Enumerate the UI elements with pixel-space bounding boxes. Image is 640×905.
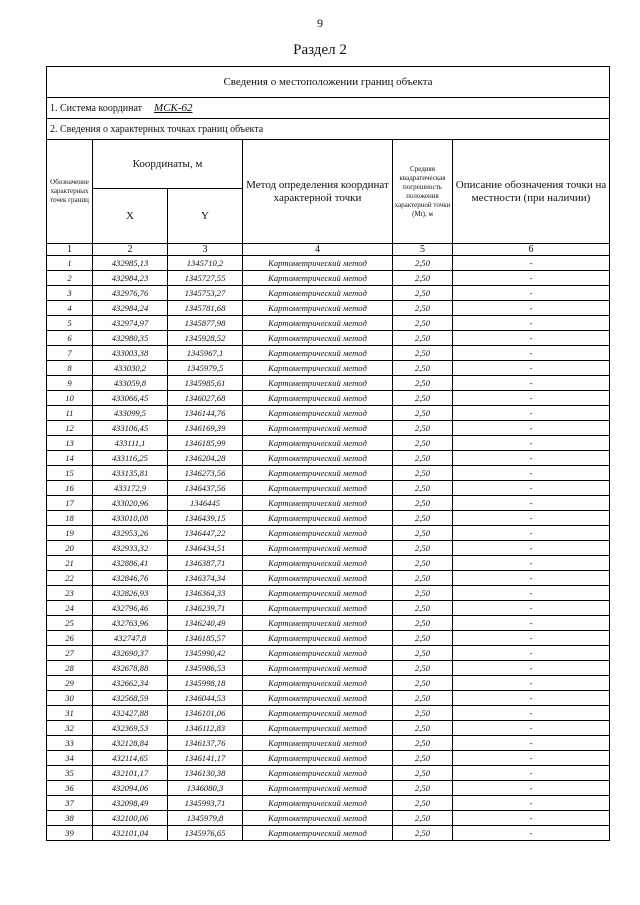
accuracy-cell: 2,50	[393, 376, 453, 391]
column-number: 2	[93, 244, 168, 256]
accuracy-cell: 2,50	[393, 796, 453, 811]
coord-x-cell: 433106,45	[93, 421, 168, 436]
point-id-cell: 1	[47, 256, 93, 271]
method-cell: Картометрический метод	[243, 781, 393, 796]
accuracy-cell: 2,50	[393, 286, 453, 301]
point-id-cell: 31	[47, 706, 93, 721]
method-cell: Картометрический метод	[243, 676, 393, 691]
accuracy-cell: 2,50	[393, 586, 453, 601]
coordinate-system-value: МСК-62	[154, 102, 193, 114]
point-id-cell: 3	[47, 286, 93, 301]
point-id-cell: 2	[47, 271, 93, 286]
method-cell: Картометрический метод	[243, 481, 393, 496]
coord-y-cell: 1346185,57	[168, 631, 243, 646]
coord-y-cell: 1346169,39	[168, 421, 243, 436]
coord-x-cell: 433059,8	[93, 376, 168, 391]
description-cell: -	[453, 466, 610, 481]
method-cell: Картометрический метод	[243, 526, 393, 541]
coord-y-cell: 1346185,99	[168, 436, 243, 451]
coord-y-cell: 1345986,53	[168, 661, 243, 676]
coord-x-cell: 432846,76	[93, 571, 168, 586]
coord-y-cell: 1346027,68	[168, 391, 243, 406]
coord-x-cell: 432933,32	[93, 541, 168, 556]
point-id-cell: 15	[47, 466, 93, 481]
coord-x-cell: 432984,24	[93, 301, 168, 316]
method-cell: Картометрический метод	[243, 751, 393, 766]
description-cell: -	[453, 646, 610, 661]
method-cell: Картометрический метод	[243, 376, 393, 391]
point-id-cell: 21	[47, 556, 93, 571]
table-title: Сведения о местоположении границ объекта	[47, 67, 610, 98]
coord-y-cell: 1346204,28	[168, 451, 243, 466]
column-number: 3	[168, 244, 243, 256]
point-id-cell: 20	[47, 541, 93, 556]
table-row	[47, 676, 610, 691]
method-cell: Картометрический метод	[243, 331, 393, 346]
point-id-cell: 5	[47, 316, 93, 331]
coord-y-cell: 1345990,42	[168, 646, 243, 661]
table-row	[47, 766, 610, 781]
coord-y-cell: 1346445	[168, 496, 243, 511]
table-row	[47, 556, 610, 571]
accuracy-cell: 2,50	[393, 316, 453, 331]
characteristic-points-label: 2. Сведения о характерных точках границ объекта	[47, 119, 610, 140]
table-row	[47, 406, 610, 421]
point-id-cell: 26	[47, 631, 93, 646]
description-cell: -	[453, 451, 610, 466]
table-row	[47, 376, 610, 391]
table-row	[47, 391, 610, 406]
coord-x-cell: 433003,38	[93, 346, 168, 361]
page-number: 9	[317, 16, 323, 30]
method-cell: Картометрический метод	[243, 316, 393, 331]
coord-x-cell: 433111,1	[93, 436, 168, 451]
method-cell: Картометрический метод	[243, 301, 393, 316]
method-cell: Картометрический метод	[243, 451, 393, 466]
description-cell: -	[453, 331, 610, 346]
coord-x-cell: 433172,9	[93, 481, 168, 496]
accuracy-cell: 2,50	[393, 271, 453, 286]
coord-y-cell: 1346434,51	[168, 541, 243, 556]
description-cell: -	[453, 391, 610, 406]
description-cell: -	[453, 361, 610, 376]
method-cell: Картометрический метод	[243, 391, 393, 406]
description-cell: -	[453, 826, 610, 841]
description-cell: -	[453, 541, 610, 556]
coord-y-cell: 1345877,98	[168, 316, 243, 331]
method-cell: Картометрический метод	[243, 361, 393, 376]
description-cell: -	[453, 571, 610, 586]
table-row	[47, 346, 610, 361]
description-cell: -	[453, 796, 610, 811]
description-cell: -	[453, 436, 610, 451]
table-row	[47, 466, 610, 481]
point-id-cell: 37	[47, 796, 93, 811]
accuracy-cell: 2,50	[393, 571, 453, 586]
accuracy-cell: 2,50	[393, 421, 453, 436]
accuracy-cell: 2,50	[393, 511, 453, 526]
point-id-cell: 14	[47, 451, 93, 466]
coord-y-cell: 1346240,49	[168, 616, 243, 631]
accuracy-cell: 2,50	[393, 301, 453, 316]
coord-y-cell: 1346437,56	[168, 481, 243, 496]
description-cell: -	[453, 286, 610, 301]
point-id-cell: 13	[47, 436, 93, 451]
table-row	[47, 601, 610, 616]
method-cell: Картометрический метод	[243, 661, 393, 676]
table-row	[47, 616, 610, 631]
method-cell: Картометрический метод	[243, 691, 393, 706]
coord-y-cell: 1345976,65	[168, 826, 243, 841]
description-cell: -	[453, 811, 610, 826]
coord-x-cell: 432886,41	[93, 556, 168, 571]
coord-y-cell: 1346447,22	[168, 526, 243, 541]
accuracy-cell: 2,50	[393, 526, 453, 541]
table-row	[47, 316, 610, 331]
coord-y-cell: 1346080,3	[168, 781, 243, 796]
column-number: 5	[393, 244, 453, 256]
point-id-cell: 25	[47, 616, 93, 631]
header-designation: Обозначение характерных точек границ	[47, 140, 93, 244]
coord-x-cell: 432100,06	[93, 811, 168, 826]
description-cell: -	[453, 316, 610, 331]
coord-y-cell: 1345998,18	[168, 676, 243, 691]
coord-y-cell: 1346273,56	[168, 466, 243, 481]
method-cell: Картометрический метод	[243, 586, 393, 601]
coord-x-cell: 433066,45	[93, 391, 168, 406]
coord-y-cell: 1345985,61	[168, 376, 243, 391]
table-row	[47, 301, 610, 316]
point-id-cell: 24	[47, 601, 93, 616]
table-row	[47, 646, 610, 661]
point-id-cell: 19	[47, 526, 93, 541]
coord-y-cell: 1345979,8	[168, 811, 243, 826]
accuracy-cell: 2,50	[393, 496, 453, 511]
coord-x-cell: 432427,88	[93, 706, 168, 721]
accuracy-cell: 2,50	[393, 331, 453, 346]
accuracy-cell: 2,50	[393, 346, 453, 361]
section-title: Раздел 2	[293, 42, 347, 58]
accuracy-cell: 2,50	[393, 541, 453, 556]
table-row	[47, 286, 610, 301]
coord-y-cell: 1345710,2	[168, 256, 243, 271]
point-id-cell: 17	[47, 496, 93, 511]
coord-y-cell: 1346130,38	[168, 766, 243, 781]
accuracy-cell: 2,50	[393, 616, 453, 631]
description-cell: -	[453, 751, 610, 766]
accuracy-cell: 2,50	[393, 391, 453, 406]
table-row	[47, 796, 610, 811]
method-cell: Картометрический метод	[243, 286, 393, 301]
point-id-cell: 9	[47, 376, 93, 391]
point-id-cell: 12	[47, 421, 93, 436]
table-row	[47, 511, 610, 526]
table-row	[47, 526, 610, 541]
header-description: Описание обозначения точки на местности (при наличии)	[453, 140, 610, 244]
coord-y-cell: 1345727,55	[168, 271, 243, 286]
column-number: 6	[453, 244, 610, 256]
method-cell: Картометрический метод	[243, 406, 393, 421]
coord-y-cell: 1346144,76	[168, 406, 243, 421]
method-cell: Картометрический метод	[243, 256, 393, 271]
coord-x-cell: 433116,25	[93, 451, 168, 466]
coordinate-system-row	[47, 98, 610, 119]
point-id-cell: 34	[47, 751, 93, 766]
table-row	[47, 781, 610, 796]
point-id-cell: 8	[47, 361, 93, 376]
accuracy-cell: 2,50	[393, 661, 453, 676]
accuracy-cell: 2,50	[393, 766, 453, 781]
accuracy-cell: 2,50	[393, 721, 453, 736]
accuracy-cell: 2,50	[393, 751, 453, 766]
coord-x-cell: 432101,17	[93, 766, 168, 781]
description-cell: -	[453, 706, 610, 721]
point-id-cell: 28	[47, 661, 93, 676]
header-method: Метод определения координат характерной точки	[243, 140, 393, 244]
coord-y-cell: 1346364,33	[168, 586, 243, 601]
coord-y-cell: 1346141,17	[168, 751, 243, 766]
coord-y-cell: 1345781,68	[168, 301, 243, 316]
coord-x-cell: 432826,93	[93, 586, 168, 601]
accuracy-cell: 2,50	[393, 826, 453, 841]
accuracy-cell: 2,50	[393, 631, 453, 646]
coord-x-cell: 432953,26	[93, 526, 168, 541]
method-cell: Картометрический метод	[243, 436, 393, 451]
coord-x-cell: 432763,96	[93, 616, 168, 631]
point-id-cell: 39	[47, 826, 93, 841]
method-cell: Картометрический метод	[243, 616, 393, 631]
method-cell: Картометрический метод	[243, 736, 393, 751]
coord-y-cell: 1346044,53	[168, 691, 243, 706]
table-row	[47, 571, 610, 586]
table-row	[47, 691, 610, 706]
point-id-cell: 10	[47, 391, 93, 406]
coord-x-cell: 432796,46	[93, 601, 168, 616]
point-id-cell: 7	[47, 346, 93, 361]
table-row	[47, 706, 610, 721]
point-id-cell: 23	[47, 586, 93, 601]
point-id-cell: 32	[47, 721, 93, 736]
method-cell: Картометрический метод	[243, 496, 393, 511]
accuracy-cell: 2,50	[393, 706, 453, 721]
table-row	[47, 421, 610, 436]
table-row	[47, 451, 610, 466]
point-id-cell: 22	[47, 571, 93, 586]
method-cell: Картометрический метод	[243, 706, 393, 721]
coord-y-cell: 1346374,34	[168, 571, 243, 586]
method-cell: Картометрический метод	[243, 511, 393, 526]
accuracy-cell: 2,50	[393, 406, 453, 421]
description-cell: -	[453, 586, 610, 601]
coord-x-cell: 432690,37	[93, 646, 168, 661]
accuracy-cell: 2,50	[393, 811, 453, 826]
method-cell: Картометрический метод	[243, 346, 393, 361]
description-cell: -	[453, 526, 610, 541]
point-id-cell: 11	[47, 406, 93, 421]
description-cell: -	[453, 496, 610, 511]
coord-x-cell: 432098,49	[93, 796, 168, 811]
coordinate-system-label: 1. Система координат	[50, 103, 143, 114]
table-row	[47, 586, 610, 601]
header-y: Y	[168, 189, 243, 244]
method-cell: Картометрический метод	[243, 466, 393, 481]
description-cell: -	[453, 616, 610, 631]
description-cell: -	[453, 766, 610, 781]
point-id-cell: 35	[47, 766, 93, 781]
coord-x-cell: 432369,53	[93, 721, 168, 736]
method-cell: Картометрический метод	[243, 271, 393, 286]
method-cell: Картометрический метод	[243, 631, 393, 646]
accuracy-cell: 2,50	[393, 601, 453, 616]
coord-x-cell: 433135,81	[93, 466, 168, 481]
description-cell: -	[453, 721, 610, 736]
coord-x-cell: 432974,97	[93, 316, 168, 331]
column-number: 1	[47, 244, 93, 256]
header-x: X	[93, 189, 168, 244]
description-cell: -	[453, 511, 610, 526]
accuracy-cell: 2,50	[393, 256, 453, 271]
description-cell: -	[453, 661, 610, 676]
table-row	[47, 256, 610, 271]
coord-x-cell: 432984,23	[93, 271, 168, 286]
accuracy-cell: 2,50	[393, 736, 453, 751]
method-cell: Картометрический метод	[243, 811, 393, 826]
accuracy-cell: 2,50	[393, 556, 453, 571]
coord-y-cell: 1345993,71	[168, 796, 243, 811]
coord-x-cell: 432094,06	[93, 781, 168, 796]
point-id-cell: 18	[47, 511, 93, 526]
coord-x-cell: 433010,08	[93, 511, 168, 526]
table-row	[47, 811, 610, 826]
points-table-body	[47, 256, 610, 841]
description-cell: -	[453, 376, 610, 391]
coord-x-cell: 433099,5	[93, 406, 168, 421]
table-row	[47, 736, 610, 751]
coord-x-cell: 433030,2	[93, 361, 168, 376]
coord-y-cell: 1346239,71	[168, 601, 243, 616]
coord-x-cell: 433020,96	[93, 496, 168, 511]
method-cell: Картометрический метод	[243, 541, 393, 556]
method-cell: Картометрический метод	[243, 826, 393, 841]
point-id-cell: 4	[47, 301, 93, 316]
coord-x-cell: 432128,84	[93, 736, 168, 751]
coord-x-cell: 432678,88	[93, 661, 168, 676]
table-row	[47, 721, 610, 736]
method-cell: Картометрический метод	[243, 796, 393, 811]
column-number: 4	[243, 244, 393, 256]
point-id-cell: 33	[47, 736, 93, 751]
table-row	[47, 361, 610, 376]
boundary-points-table	[46, 66, 610, 841]
description-cell: -	[453, 271, 610, 286]
description-cell: -	[453, 481, 610, 496]
coord-y-cell: 1346387,71	[168, 556, 243, 571]
description-cell: -	[453, 736, 610, 751]
accuracy-cell: 2,50	[393, 361, 453, 376]
table-row	[47, 436, 610, 451]
coord-y-cell: 1346439,15	[168, 511, 243, 526]
coord-y-cell: 1346112,83	[168, 721, 243, 736]
description-cell: -	[453, 256, 610, 271]
method-cell: Картометрический метод	[243, 601, 393, 616]
table-row	[47, 631, 610, 646]
method-cell: Картометрический метод	[243, 421, 393, 436]
table-row	[47, 481, 610, 496]
method-cell: Картометрический метод	[243, 766, 393, 781]
point-id-cell: 30	[47, 691, 93, 706]
coord-x-cell: 432980,35	[93, 331, 168, 346]
accuracy-cell: 2,50	[393, 481, 453, 496]
method-cell: Картометрический метод	[243, 646, 393, 661]
accuracy-cell: 2,50	[393, 646, 453, 661]
description-cell: -	[453, 301, 610, 316]
coord-x-cell: 432985,13	[93, 256, 168, 271]
method-cell: Картометрический метод	[243, 721, 393, 736]
table-row	[47, 751, 610, 766]
description-cell: -	[453, 631, 610, 646]
coord-y-cell: 1345753,27	[168, 286, 243, 301]
description-cell: -	[453, 601, 610, 616]
coord-x-cell: 432101,04	[93, 826, 168, 841]
accuracy-cell: 2,50	[393, 466, 453, 481]
coord-x-cell: 432976,76	[93, 286, 168, 301]
column-number-row	[47, 244, 610, 256]
coord-x-cell: 432568,59	[93, 691, 168, 706]
table-row	[47, 541, 610, 556]
accuracy-cell: 2,50	[393, 451, 453, 466]
method-cell: Картометрический метод	[243, 556, 393, 571]
header-coordinates: Координаты, м	[93, 140, 243, 189]
description-cell: -	[453, 421, 610, 436]
coord-y-cell: 1345928,52	[168, 331, 243, 346]
point-id-cell: 38	[47, 811, 93, 826]
point-id-cell: 27	[47, 646, 93, 661]
coord-x-cell: 432747,8	[93, 631, 168, 646]
coord-y-cell: 1345979,5	[168, 361, 243, 376]
method-cell: Картометрический метод	[243, 571, 393, 586]
description-cell: -	[453, 676, 610, 691]
coord-y-cell: 1346101,06	[168, 706, 243, 721]
table-row	[47, 826, 610, 841]
accuracy-cell: 2,50	[393, 691, 453, 706]
table-row	[47, 496, 610, 511]
point-id-cell: 29	[47, 676, 93, 691]
point-id-cell: 16	[47, 481, 93, 496]
description-cell: -	[453, 406, 610, 421]
accuracy-cell: 2,50	[393, 781, 453, 796]
description-cell: -	[453, 556, 610, 571]
coord-y-cell: 1346137,76	[168, 736, 243, 751]
description-cell: -	[453, 781, 610, 796]
table-row	[47, 331, 610, 346]
point-id-cell: 36	[47, 781, 93, 796]
coord-x-cell: 432114,65	[93, 751, 168, 766]
table-row	[47, 661, 610, 676]
accuracy-cell: 2,50	[393, 436, 453, 451]
table-row	[47, 271, 610, 286]
coord-y-cell: 1345967,1	[168, 346, 243, 361]
header-accuracy: Средняя квадратическая погрешность положения характерной точки (Мt), м	[393, 140, 453, 244]
coord-x-cell: 432662,34	[93, 676, 168, 691]
description-cell: -	[453, 346, 610, 361]
accuracy-cell: 2,50	[393, 676, 453, 691]
description-cell: -	[453, 691, 610, 706]
point-id-cell: 6	[47, 331, 93, 346]
